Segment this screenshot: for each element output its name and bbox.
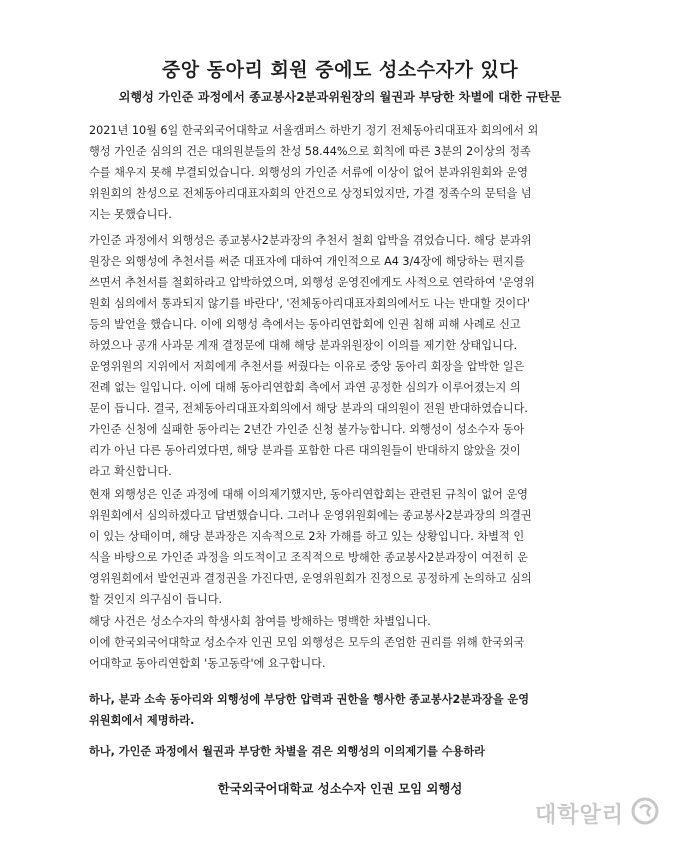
paragraph-line: 2021년 10월 6일 한국외국어대학교 서울캠퍼스 하반기 정기 전체동아리대표자 회의에서 외	[89, 124, 539, 137]
paragraph-line: 이 있는 상태이며, 해당 분과장은 지속적으로 2차 가해를 하고 있는 상황입니다. 차별적 인	[89, 530, 525, 543]
paragraph-line: 이에 한국외국어대학교 성소수자 인권 모임 외행성은 모두의 존엄한 권리를 위해 한국외국	[89, 636, 525, 649]
paragraph-line: 원장은 외행성에 추천서를 써준 대표자에 대하여 개인적으로 A4 3/4장에 해당하는 편지를	[89, 255, 525, 268]
paragraph-line: 지는 못했습니다.	[89, 208, 172, 221]
document-title: 중앙 동아리 회원 중에도 성소수자가 있다	[161, 59, 519, 81]
watermark-text: 대학알리	[534, 802, 624, 828]
watermark-logo	[535, 796, 660, 830]
paragraph-line: 하였으나 공개 사과문 게재 결정문에 대해 해당 분과위원장이 이의를 제기한 상태입니다.	[89, 339, 518, 352]
paragraph-line: 리가 아닌 다른 동아리였다면, 해당 분과를 포함한 다른 대의원들이 반대하지 않았을 것이	[89, 444, 521, 457]
paragraph-line: 식을 바탕으로 가인준 과정을 의도적이고 조직적으로 방해한 종교봉사2분과장이 여전히 운	[89, 551, 528, 564]
paragraph-line: 현재 외행성은 인준 과정에 대해 이의제기했지만, 동아리연합회는 관련된 규칙이 없어 운영	[89, 488, 528, 501]
paragraph-line: 어대학교 동아리연합회 '동고동락'에 요구합니다.	[89, 657, 326, 670]
paragraph-line: 영위원회에서 발언권과 결정권을 가진다면, 운영위원회가 진정으로 공정하게 논의하고 심의	[89, 572, 532, 585]
paragraph-line: 운영위원의 지위에서 저희에게 추천서를 써줬다는 이유로 중앙 동아리 회장을 압박한 일은	[89, 360, 525, 373]
paragraph-line: 문이 듭니다. 결국, 전체동아리대표자회의에서 해당 분과의 대의원이 전원 반대하였습니다.	[89, 402, 528, 415]
logo-icon	[630, 796, 660, 830]
paragraph	[89, 356, 609, 482]
paragraph-line: 행성 가인준 심의의 건은 대의원분들의 찬성 58.44%으로 회칙에 따른 3분의 2이상의 정족	[89, 145, 531, 158]
paragraph-line: 라고 확신합니다.	[89, 465, 172, 478]
signature: 한국외국어대학교 성소수자 인권 모임 외행성	[217, 781, 463, 796]
paragraph-line: 전례 없는 일입니다. 이에 대해 동아리연합회 측에서 과연 공정한 심의가 이루어졌는지 의	[89, 381, 521, 394]
paragraph	[89, 611, 609, 674]
paragraph	[89, 484, 609, 610]
paragraph	[89, 120, 609, 225]
paragraph-line: 원회 심의에서 통과되지 않기를 바란다', '전체동아리대표자회의에서도 나는 반대할 것이다'	[89, 297, 531, 310]
paragraph-line: 위원회의 찬성으로 전체동아리대표자회의 안건으로 상정되었지만, 가결 정족수의 문턱을 넘	[89, 187, 532, 200]
paragraph	[89, 230, 609, 356]
paragraph-line: 하나, 가인준 과정에서 월권과 부당한 차별을 겪은 외행성의 이의제기를 수용하라	[89, 745, 485, 758]
paragraph-line: 쓰면서 추천서를 철회하라고 압박하였으며, 외행성 운영진에게도 사적으로 연락하여 '운영위	[89, 276, 535, 289]
paragraph-line: 해당 사건은 성소수자의 학생사회 참여를 방해하는 명백한 차별입니다.	[89, 615, 431, 628]
paragraph-line: 하나, 분과 소속 동아리와 외행성에 부당한 압력과 권한을 행사한 종교봉사2분과장을 운영	[89, 693, 530, 706]
demand-paragraph	[89, 741, 609, 762]
paragraph-line: 등의 발언을 했습니다. 이에 외행성 측에서는 동아리연합회에 인권 침해 피해 사례로 신고	[89, 318, 521, 331]
paragraph-line: 할 것인지 의구심이 듭니다.	[89, 593, 223, 606]
paragraph-line: 가인준 신청에 실패한 동아리는 2년간 가인준 신청 불가능합니다. 외행성이 성소수자 동아	[89, 423, 525, 436]
document-subtitle: 외행성 가인준 과정에서 종교봉사2분과위원장의 월권과 부당한 차별에 대한 규탄문	[118, 90, 562, 104]
demand-paragraph	[89, 689, 609, 731]
paragraph-line: 가인준 과정에서 외행성은 종교봉사2분과장의 추천서 철회 압박을 겪었습니다. 해당 분과위	[89, 234, 532, 247]
paragraph-line: 위원회에서 제명하라.	[89, 714, 195, 727]
paragraph-line: 수를 채우지 못해 부결되었습니다. 외행성의 가인준 서류에 이상이 없어 분과위원회와 운영	[89, 166, 528, 179]
paragraph-line: 위원회에서 심의하겠다고 답변했습니다. 그러나 운영위원회에는 종교봉사2분과장의 의결권	[89, 509, 532, 522]
